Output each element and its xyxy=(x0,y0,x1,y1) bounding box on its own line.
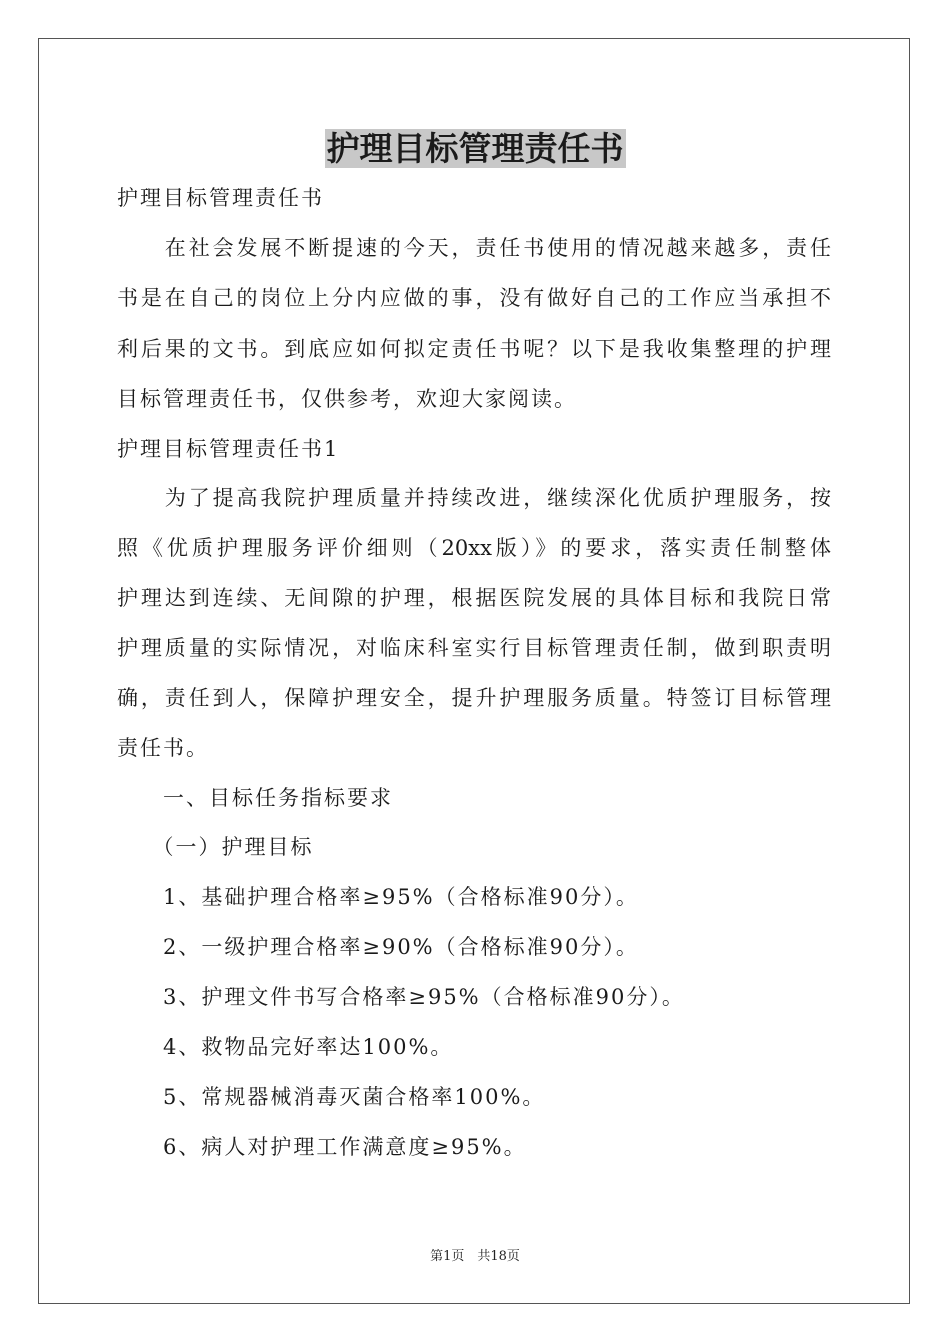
target-item-1: 1、基础护理合格率≥95%（合格标准90分）。 xyxy=(117,885,639,909)
target-item-6: 6、病人对护理工作满意度≥95%。 xyxy=(117,1135,527,1159)
section-body-line-2: 照《优质护理服务评价细则（20xx版）》的要求，落实责任制整体 xyxy=(117,536,831,560)
section-body-line-5: 确，责任到人，保障护理安全，提升护理服务质量。特签订目标管理 xyxy=(117,686,831,710)
section-body-line-3: 护理达到连续、无间隙的护理，根据医院发展的具体目标和我院日常 xyxy=(117,586,831,610)
target-item-2: 2、一级护理合格率≥90%（合格标准90分）。 xyxy=(117,935,639,959)
target-item-5: 5、常规器械消毒灭菌合格率100%。 xyxy=(117,1085,546,1109)
intro-line-2: 书是在自己的岗位上分内应做的事，没有做好自己的工作应当承担不 xyxy=(117,286,831,310)
section-body-line-1: 为了提高我院护理质量并持续改进，继续深化优质护理服务，按 xyxy=(117,486,831,510)
intro-line-4: 目标管理责任书，仅供参考，欢迎大家阅读。 xyxy=(117,387,577,411)
target-item-4: 4、救物品完好率达100%。 xyxy=(117,1035,454,1059)
document-title-text: 护理目标管理责任书 xyxy=(326,129,624,168)
section-body-line-6: 责任书。 xyxy=(117,736,209,760)
page-number: 第1页 共18页 xyxy=(430,1249,520,1264)
heading-one: 一、目标任务指标要求 xyxy=(117,786,393,810)
target-item-3: 3、护理文件书写合格率≥95%（合格标准90分）。 xyxy=(117,985,685,1009)
section-heading: 护理目标管理责任书1 xyxy=(117,437,340,461)
heading-two: （一）护理目标 xyxy=(117,835,314,859)
document-title xyxy=(0,126,950,172)
intro-line-3: 利后果的文书。到底应如何拟定责任书呢？以下是我收集整理的护理 xyxy=(117,337,831,361)
section-body-line-4: 护理质量的实际情况，对临床科室实行目标管理责任制，做到职责明 xyxy=(117,636,831,660)
intro-line-1: 在社会发展不断提速的今天，责任书使用的情况越来越多，责任 xyxy=(117,236,831,260)
document-subtitle: 护理目标管理责任书 xyxy=(117,186,324,210)
page-frame xyxy=(38,38,910,1304)
